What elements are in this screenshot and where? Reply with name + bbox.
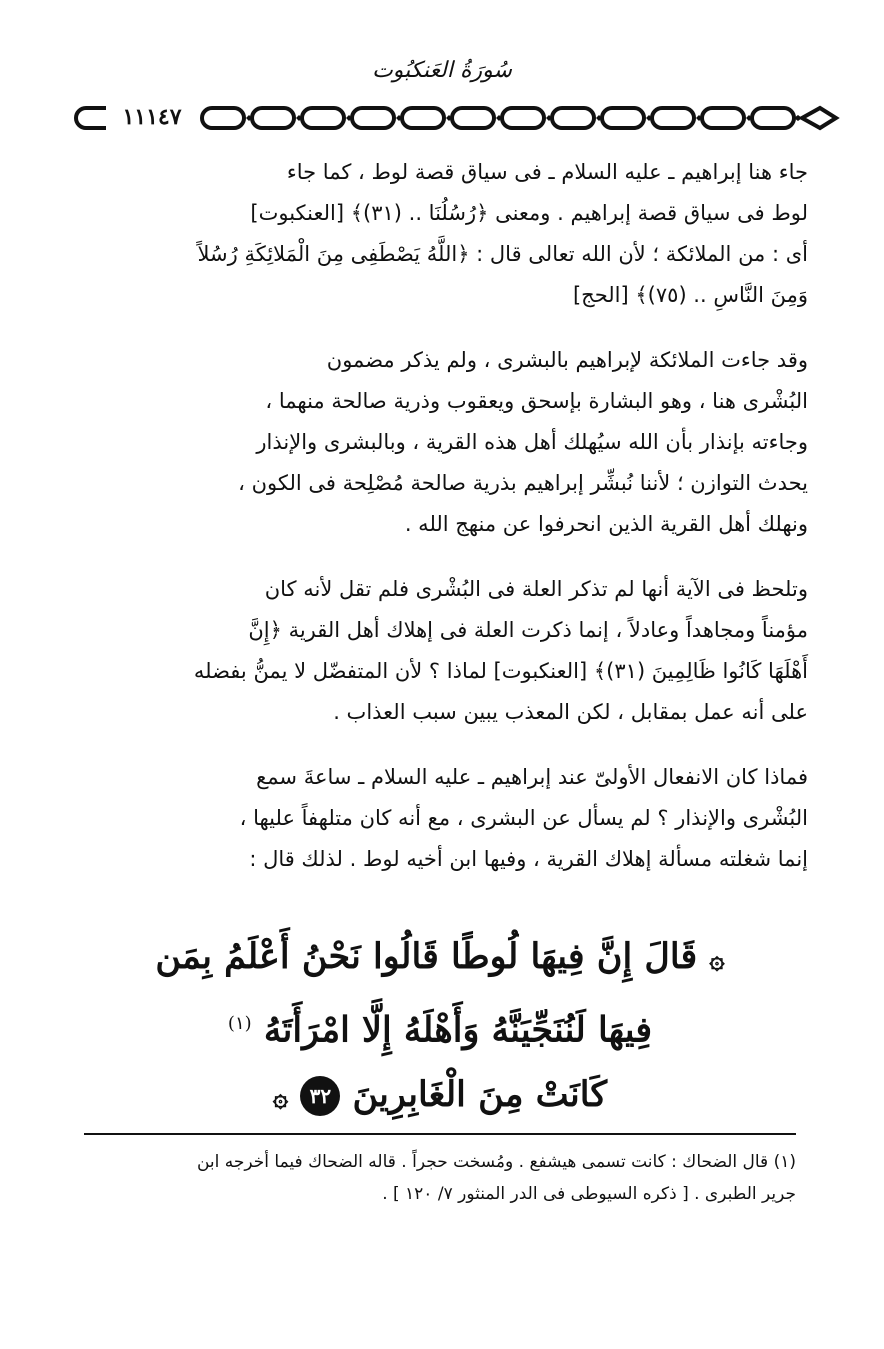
header-chain-link	[652, 108, 694, 128]
quran-verse	[150, 925, 730, 1130]
header-chain-link	[702, 108, 744, 128]
verse-open-ornament-icon: ۞	[709, 945, 725, 975]
header-chain-link	[602, 108, 644, 128]
text-line: وتلحظ فى الآية أنها لم تذكر العلة فى البُشْرى فلم تقل لأنه كان	[264, 577, 808, 601]
footnote-marker: (١)	[227, 1013, 252, 1034]
text-line: البُشْرى هنا ، وهو البشارة بإسحق ويعقوب وذرية صالحة منهما ،	[265, 389, 808, 413]
footnote-line: جرير الطبرى . [ ذكره السيوطى فى الدر المنثور ٧/ ١٢٠ ] .	[382, 1184, 796, 1204]
header-chain-link	[202, 108, 244, 128]
verse-text: كَانَتْ مِنَ الْغَابِرِينَ	[352, 1073, 608, 1115]
header-chain-link	[452, 108, 494, 128]
surah-title: سُورَةُ العَنكبُوت	[372, 58, 512, 83]
page-number: ١١١٤٧	[106, 101, 198, 133]
text-line: وقد جاءت الملائكة لإبراهيم بالبشرى ، ولم يذكر مضمون	[326, 348, 808, 372]
text-line: البُشْرى والإنذار ؟ لم يسأل عن البشرى ، مع أنه كان متلهفاً عليها ،	[239, 806, 808, 830]
verse-text: فِيهَا لَنُنَجِّيَنَّهُ وَأَهْلَهُ إِلَّا امْرَأَتَهُ	[263, 1009, 653, 1051]
header-chain-link	[752, 108, 794, 128]
body-text	[92, 152, 808, 880]
text-line: يحدث التوازن ؛ لأننا نُبشِّر إبراهيم بذرية صالحة مُصْلِحة فى الكون ،	[238, 471, 808, 495]
verse-line	[150, 925, 730, 992]
header-chain-link	[352, 108, 394, 128]
footnote	[84, 1146, 796, 1210]
text-line: إنما شغلته مسألة إهلاك القرية ، وفيها ابن أخيه لوط . لذلك قال :	[249, 847, 808, 871]
header-chain-link	[252, 108, 294, 128]
verse-line	[150, 1063, 730, 1130]
ayah-number-badge: ٣٢	[300, 1076, 340, 1116]
text-line: لوط فى سياق قصة إبراهيم . ومعنى ﴿رُسُلُنَا .. (٣١)﴾ [العنكبوت]	[250, 201, 808, 225]
paragraph	[92, 340, 808, 545]
header-chain-link	[302, 108, 344, 128]
paragraph	[92, 757, 808, 880]
verse-text: قَالَ إِنَّ فِيهَا لُوطًا قَالُوا نَحْنُ أَعْلَمُ بِمَن	[155, 936, 698, 977]
header-chain-link	[552, 108, 594, 128]
paragraph	[92, 569, 808, 733]
text-line: فماذا كان الانفعال الأولىّ عند إبراهيم ـ عليه السلام ـ ساعةَ سمع	[256, 765, 808, 789]
header-chain-link	[402, 108, 444, 128]
text-line: مؤمناً ومجاهداً وعادلاً ، إنما ذكرت العلة فى إهلاك أهل القرية ﴿إِنَّ	[248, 618, 808, 642]
footnote-divider	[84, 1133, 796, 1135]
text-line: ونهلك أهل القرية الذين انحرفوا عن منهج الله .	[404, 512, 808, 536]
header-chain-link	[502, 108, 544, 128]
paragraph	[92, 152, 808, 316]
verse-line	[150, 992, 730, 1063]
text-line: وَمِنَ النَّاسِ .. (٧٥)﴾ [الحج]	[572, 283, 808, 307]
text-line: أى : من الملائكة ؛ لأن الله تعالى قال : ﴿اللَّهُ يَصْطَفِى مِنَ الْمَلائِكَةِ رُسُلاً	[197, 242, 808, 266]
footnote-line: (١) قال الضحاك : كانت تسمى هيشفع . ومُسخت حجراً . قاله الضحاك فيما أخرجه ابن	[196, 1152, 796, 1172]
text-line: وجاءته بإنذار بأن الله سيُهلك أهل هذه القرية ، وبالبشرى والإنذار	[256, 430, 808, 454]
verse-close-ornament-icon: ۞	[272, 1082, 289, 1113]
text-line: أَهْلَهَا كَانُوا ظَالِمِينَ (٣١)﴾ [العنكبوت] لماذا ؟ لأن المتفضّل لا يمنُّ بفضله	[193, 659, 808, 683]
text-line: جاء هنا إبراهيم ـ عليه السلام ـ فى سياق قصة لوط ، كما جاء	[286, 160, 808, 184]
text-line: على أنه عمل بمقابل ، لكن المعذب يبين سبب العذاب .	[333, 700, 808, 724]
